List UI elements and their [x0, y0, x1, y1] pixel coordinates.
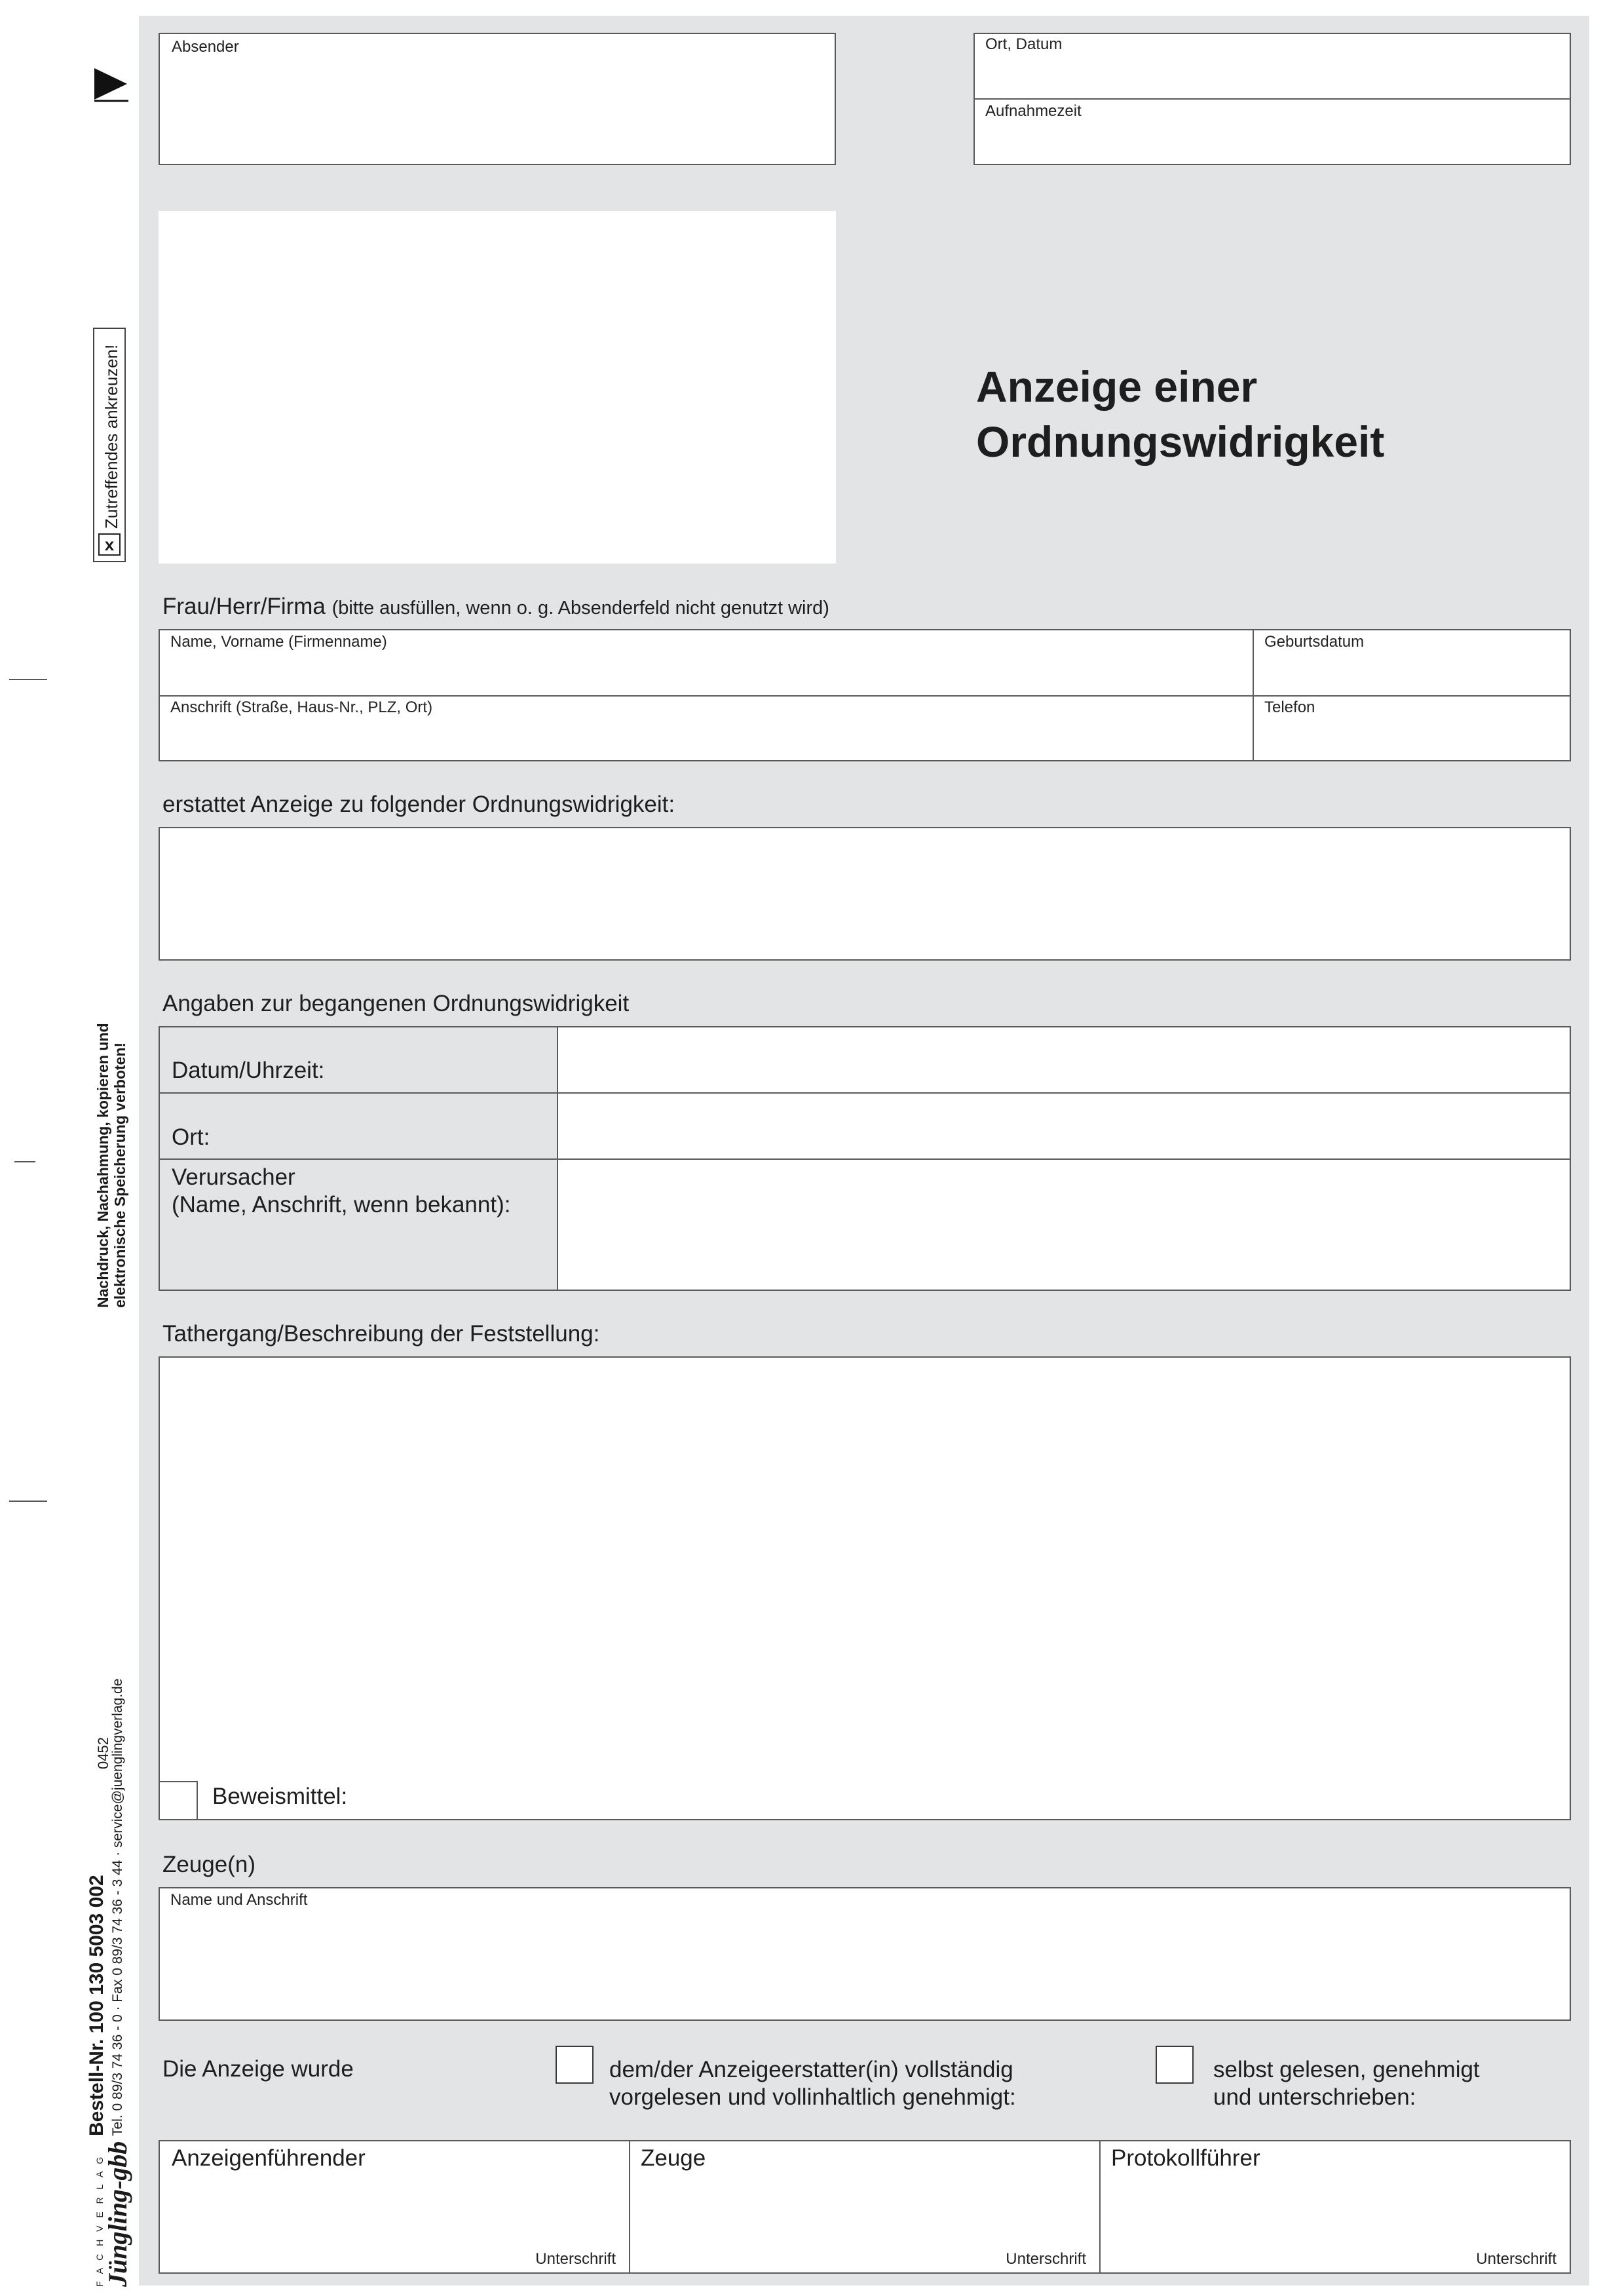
place-date-box [973, 33, 1571, 165]
causer-label [172, 1164, 510, 1219]
hint-box [93, 328, 126, 562]
publisher-block [90, 2141, 132, 2287]
name-field-label: Name, Vorname (Firmenname) [170, 633, 387, 651]
sender-label: Absender [172, 38, 239, 56]
person-heading-note: (bitte ausfüllen, wenn o. g. Absenderfeld nicht genutzt wird) [331, 598, 829, 619]
option-self-read-line-1: selbst gelesen, genehmigt [1213, 2057, 1480, 2082]
fold-mark-bottom [9, 1501, 47, 1502]
details-row-divider-2 [160, 1158, 1570, 1160]
option-read-aloud-line-2: vorgelesen und vollinhaltlich genehmigt: [609, 2084, 1016, 2110]
details-table [159, 1026, 1571, 1291]
punch-mark [14, 1161, 35, 1162]
form-number: 0452 [95, 1737, 111, 1769]
hint-text: Zutreffendes ankreuzen! [102, 344, 121, 529]
option-self-read-checkbox[interactable] [1156, 2046, 1194, 2084]
confirmation-lead: Die Anzeige wurde [162, 2056, 354, 2082]
address-window [159, 211, 836, 564]
person-table-hdivider [160, 695, 1570, 697]
signature-reporter-label: Anzeigenführender [172, 2145, 366, 2171]
form-title-line-1: Anzeige einer [976, 362, 1258, 411]
person-table [159, 629, 1571, 761]
sender-field[interactable] [159, 33, 836, 165]
evidence-label: Beweismittel: [212, 1784, 348, 1809]
witness-field-label: Name und Anschrift [170, 1891, 308, 1909]
place-label: Ort: [172, 1124, 210, 1150]
fold-mark-top [9, 679, 47, 680]
copyright-line-2: elektronische Speicherung verboten! [111, 1042, 128, 1308]
phone-field-label: Telefon [1264, 698, 1315, 716]
signature-cell-witness[interactable] [630, 2141, 1099, 2272]
option-read-aloud-line-1: dem/der Anzeigeerstatter(in) vollständig [609, 2057, 1013, 2082]
evidence-checkbox[interactable] [159, 1781, 198, 1820]
signature-recorder-label: Protokollführer [1111, 2145, 1260, 2171]
contact-line: Tel. 0 89/3 74 36 - 0 · Fax 0 89/3 74 36 - 3 44 · service@juenglingverlag.de [110, 1678, 125, 2136]
details-row-divider-1 [160, 1092, 1570, 1094]
arrow-marker-icon [92, 66, 131, 105]
publisher-small: F A C H V E R L A G [94, 2154, 105, 2287]
description-heading: Tathergang/Beschreibung der Feststellung: [162, 1321, 600, 1347]
causer-label-line-1: Verursacher [172, 1164, 295, 1190]
datetime-label: Datum/Uhrzeit: [172, 1058, 325, 1083]
publisher-logo: Jüngling-gbb [103, 2141, 132, 2287]
copyright-line-1: Nachdruck, Nachahmung, kopieren und [94, 1023, 111, 1308]
hint-check-mark: x [104, 535, 115, 554]
causer-label-line-2: (Name, Anschrift, wenn bekannt): [172, 1192, 511, 1217]
offense-field[interactable] [159, 827, 1571, 961]
form-title-line-2: Ordnungswidrigkeit [976, 417, 1385, 466]
option-read-aloud-label [609, 2056, 1016, 2111]
details-heading: Angaben zur begangenen Ordnungswidrigkeit [162, 991, 630, 1016]
person-heading-main: Frau/Herr/Firma [162, 594, 326, 619]
recording-time-label: Aufnahmezeit [985, 102, 1082, 120]
place-date-divider [975, 98, 1570, 100]
witness-field[interactable] [159, 1887, 1571, 2021]
witness-heading: Zeuge(n) [162, 1852, 256, 1877]
place-date-label: Ort, Datum [985, 35, 1063, 53]
option-self-read-label [1213, 2056, 1480, 2111]
signature-cell-reporter[interactable] [160, 2141, 629, 2272]
report-heading: erstattet Anzeige zu folgender Ordnungswidrigkeit: [162, 792, 675, 817]
signature-witness-sign-label: Unterschrift [1006, 2250, 1086, 2268]
order-number: Bestell-Nr. 100 130 5003 002 [86, 1875, 107, 2136]
option-self-read-line-2: und unterschrieben: [1213, 2084, 1416, 2110]
description-field[interactable] [159, 1356, 1571, 1820]
birthdate-field-label: Geburtsdatum [1264, 633, 1365, 651]
person-heading [162, 594, 829, 620]
signature-witness-label: Zeuge [641, 2145, 706, 2171]
signature-cell-recorder[interactable] [1101, 2141, 1570, 2272]
signature-recorder-sign-label: Unterschrift [1476, 2250, 1557, 2268]
hint-checkbox [98, 533, 121, 556]
address-field-label: Anschrift (Straße, Haus-Nr., PLZ, Ort) [170, 698, 433, 716]
signature-table [159, 2140, 1571, 2274]
form-title [976, 359, 1384, 469]
copyright-notice [94, 1023, 128, 1308]
order-block [86, 1679, 128, 2136]
option-read-aloud-checkbox[interactable] [556, 2046, 594, 2084]
signature-reporter-sign-label: Unterschrift [535, 2250, 616, 2268]
